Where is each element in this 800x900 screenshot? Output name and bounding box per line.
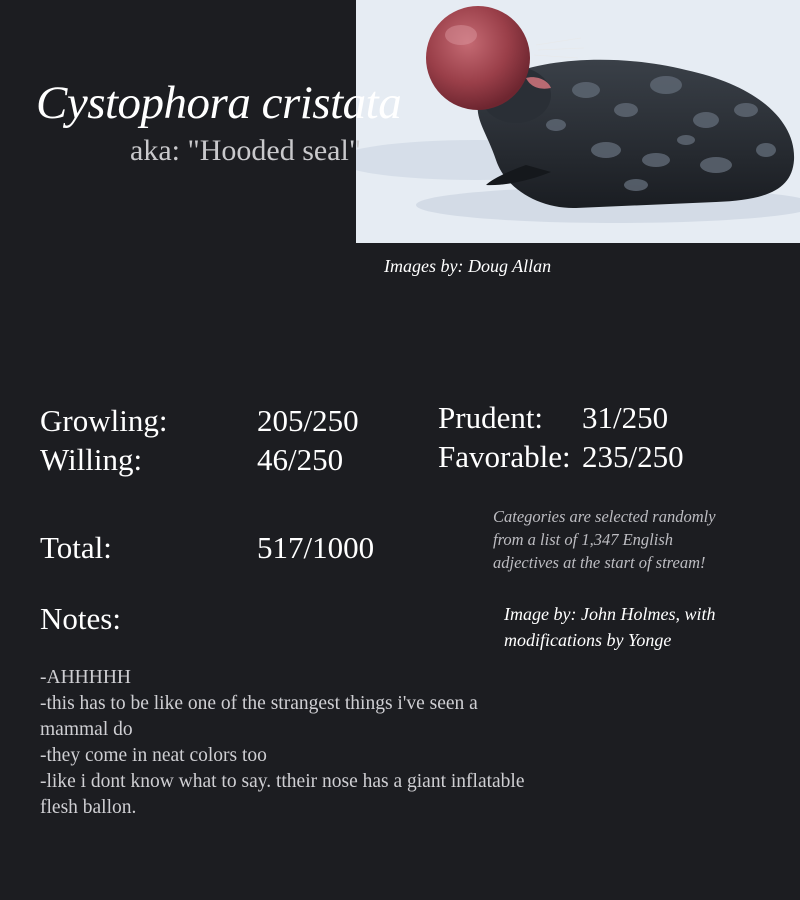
image-credit: Image by: John Holmes, with modifications by Yonge: [504, 604, 716, 650]
list-item: -this has to be like one of the strangest things i've seen a mammal do: [40, 693, 478, 740]
seal-photo: [356, 0, 800, 243]
notes-list: [40, 665, 540, 821]
stat-value-favorable: 235/250: [582, 439, 684, 474]
stat-value-prudent: 31/250: [582, 400, 669, 435]
notes-title: Notes:: [40, 601, 121, 636]
scientific-name: Cystophora cristata: [36, 77, 402, 129]
list-item: -they come in neat colors too: [40, 745, 267, 766]
stat-value-total: 517/1000: [257, 530, 375, 565]
stat-label-favorable: Favorable:: [438, 439, 571, 474]
common-name: aka: "Hooded seal": [130, 134, 362, 167]
photo-credit: Images by: Doug Allan: [384, 256, 552, 276]
list-item: -AHHHHH: [40, 667, 131, 688]
stat-label-willing: Willing:: [40, 442, 143, 477]
stat-value-growling: 205/250: [257, 403, 359, 438]
stat-label-total: Total:: [40, 530, 112, 565]
stat-label-prudent: Prudent:: [438, 400, 544, 435]
list-item: -like i dont know what to say. ttheir nose has a giant inflatable flesh ballon.: [40, 771, 525, 818]
categories-note: Categories are selected randomly from a list of 1,347 English adjectives at the start of stream!: [493, 507, 716, 572]
stat-label-growling: Growling:: [40, 403, 168, 438]
stat-value-willing: 46/250: [257, 442, 344, 477]
